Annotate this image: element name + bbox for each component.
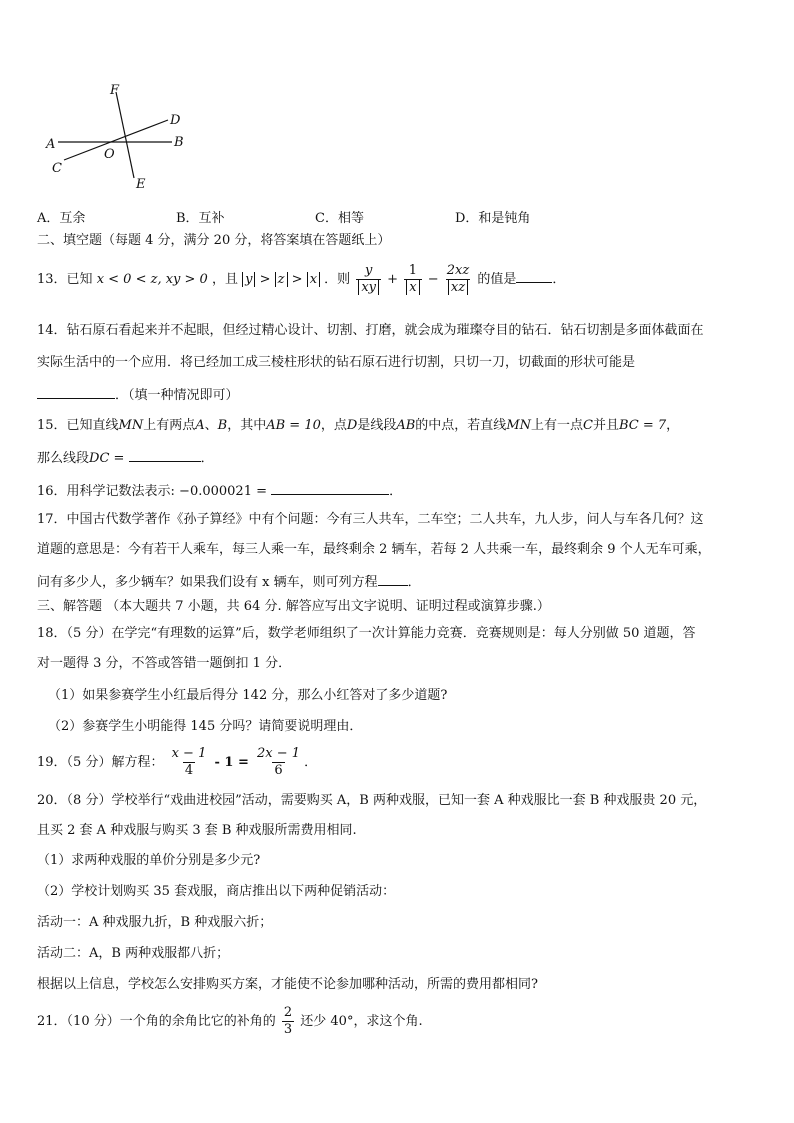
q15-text-10: 那么线段 (37, 451, 90, 466)
label-f: F (110, 83, 120, 98)
q13-end: ． (552, 272, 566, 287)
q13-gt2: > (287, 272, 307, 287)
q15-sep: 、 (204, 418, 218, 433)
q15-mn-2: MN (506, 418, 531, 433)
q17-answer-blank (378, 571, 408, 586)
q17-line-3 (37, 571, 758, 592)
q13-abs-x: x (307, 272, 320, 287)
q13-f2-num: 1 (408, 263, 418, 278)
choice-a: A．互余 (37, 211, 86, 226)
question-21 (37, 1002, 758, 1042)
section-2-title: 二、填空题（每题 4 分，满分 20 分，将答案填在答题纸上） (37, 233, 391, 248)
q20-activity-2: 活动二：A，B 两种戏服都八折； (37, 946, 230, 961)
q15-text-8: 并且 (592, 418, 619, 433)
q21-fraction (282, 1005, 294, 1038)
q13-f1-den: xy (358, 280, 379, 295)
q20-conclusion: 根据以上信息，学校怎么安排购买方案，才能使不论参加哪种活动，所需的费用都相同? (37, 977, 538, 992)
q19-left-den: 4 (184, 763, 194, 778)
q15-answer-blank (129, 447, 201, 462)
q15-text-7: 上有一点 (531, 418, 584, 433)
q17-line-1: 17．中国古代数学著作《孙子算经》中有个问题：今有三人共车，二车空；二人共车，九人步，问人与车各几何？这 (37, 512, 704, 527)
q14-line-3 (37, 384, 758, 405)
choice-d: D．和是钝角 (455, 211, 531, 226)
q13-f3-num: 2xz (446, 263, 470, 278)
q13-cond1: x < 0 < z, xy > 0 (96, 272, 208, 287)
q19-right-num: 2x − 1 (257, 746, 301, 761)
q15-point-d: D (346, 418, 358, 433)
q15-line-1 (37, 417, 758, 435)
q21-prefix: 21．（10 分）一个角的余角比它的补角的 (37, 1014, 276, 1029)
q13-f1-num: y (364, 263, 373, 278)
label-b: B (174, 135, 184, 150)
q19-fraction-right (255, 746, 302, 779)
label-a: A (46, 137, 56, 152)
question-13 (37, 262, 758, 298)
q13-fraction-1 (356, 263, 381, 296)
q13-prefix: 13．已知 (37, 272, 93, 287)
q19-right-den: 6 (274, 763, 283, 778)
q15-text-9: ， (666, 418, 680, 433)
q20-activity-1: 活动一：A 种戏服九折，B 种戏服六折； (37, 915, 273, 930)
q13-plus: + (387, 272, 399, 287)
question-16 (37, 480, 758, 501)
q19-left-num: x − 1 (171, 746, 207, 761)
q14-line-1: 14．钻石原石看起来并不起眼，但经过精心设计、切割、打磨，就会成为璀璨夺目的钻石．钻石切割是多面体截面在 (37, 323, 704, 338)
q15-segment-ab: AB (396, 418, 416, 433)
q13-f2-den: x (406, 280, 419, 295)
line-cd (64, 120, 168, 160)
q15-dc-eq: DC = (89, 451, 125, 466)
q21-num: 2 (283, 1005, 293, 1020)
q15-end: ． (200, 451, 214, 466)
q14-line-2: 实际生活中的一个应用．将已经加工成三棱柱形状的钻石原石进行切割，只切一刀，切截面的形状可能是 (37, 355, 636, 370)
q18-sub-2: （2）参赛学生小明能得 145 分吗？请简要说明理由． (48, 719, 363, 734)
q20-line-1: 20．（8 分）学校举行“戏曲进校园”活动，需要购买 A，B 两种戏服，已知一套 A 种戏服比一套 B 种戏服贵 20 元， (37, 793, 707, 808)
q15-text-5: 是线段 (357, 418, 397, 433)
choice-b: B．互补 (176, 211, 225, 226)
q13-answer-blank (516, 268, 552, 283)
q14-line-3-text: ．（填一种情况即可） (115, 388, 239, 403)
q15-text-3: ，其中 (227, 418, 267, 433)
q15-mn: MN (118, 418, 144, 433)
q15-text-2: 上有两点 (143, 418, 196, 433)
choice-c: C．相等 (315, 211, 364, 226)
q19-prefix: 19．（5 分）解方程： (37, 755, 164, 770)
q17-line-3-text: 问有多少人，多少辆车？如果我们设有 x 辆车，则可列方程 (37, 575, 378, 590)
q17-end: ． (407, 575, 421, 590)
q15-text-4: ，点 (320, 418, 347, 433)
q20-line-2: 且买 2 套 A 种戏服与购买 3 套 B 种戏服所需费用相同. (37, 823, 357, 838)
q14-answer-blank (37, 384, 115, 399)
q15-bc-eq: BC = 7 (618, 418, 667, 433)
q15-text-1: 15．已知直线 (37, 418, 119, 433)
q13-abs-y: y (242, 272, 255, 287)
question-19 (37, 743, 758, 783)
q13-gt1: > (255, 272, 275, 287)
q13-fraction-3 (445, 263, 471, 296)
q18-sub-1: （1）如果参赛学生小红最后得分 142 分，那么小红答对了多少道题? (48, 688, 448, 703)
q15-text-6: 的中点，若直线 (415, 418, 507, 433)
q13-mid: ，且 (211, 272, 238, 287)
label-d: D (170, 113, 181, 128)
q13-f3-den: xz (448, 280, 468, 295)
q16-text: 16．用科学记数法表示: −0.000021 = (37, 484, 268, 499)
q13-suffix: 的值是 (477, 272, 517, 287)
q18-line-1: 18．（5 分）在学完“有理数的运算”后，数学老师组织了一次计算能力竞赛．竞赛规则是：每人分别做 50 道题，答 (37, 626, 696, 641)
q13-then: ．则 (324, 272, 351, 287)
label-o: O (104, 147, 115, 162)
q18-line-2: 对一题得 3 分，不答或答错一题倒扣 1 分． (37, 656, 292, 671)
section-3-title: 三、解答题 （本大题共 7 小题，共 64 分. 解答应写出文字说明、证明过程或演算步骤.） (37, 599, 550, 614)
label-e: E (136, 177, 146, 192)
q19-end: ． (304, 755, 318, 770)
q19-fraction-left (170, 746, 209, 779)
q20-sub-2: （2）学校计划购买 35 套戏服，商店推出以下两种促销活动： (37, 884, 396, 899)
q15-point-b: B (217, 418, 228, 433)
q15-point-c: C (583, 418, 593, 433)
q15-point-a: A (195, 418, 205, 433)
q15-line-2 (37, 447, 758, 468)
label-c: C (52, 161, 62, 176)
q20-sub-1: （1）求两种戏服的单价分别是多少元? (37, 853, 261, 868)
angle-figure (36, 82, 216, 192)
q16-end: ． (389, 484, 403, 499)
q17-line-2: 道题的意思是：今有若干人乘车，每三人乘一车，最终剩余 2 辆车，若每 2 人共乘一车，最终剩余 9 个人无车可乘， (37, 542, 711, 557)
q19-mid: - 1 = (214, 755, 249, 770)
q21-suffix: 还少 40°，求这个角. (300, 1014, 423, 1029)
line-fe (116, 92, 134, 178)
q16-answer-blank (271, 480, 389, 495)
q13-abs-z: z (275, 272, 288, 287)
q13-minus: − (427, 272, 439, 287)
q21-den: 3 (283, 1022, 293, 1037)
q15-ab-eq: AB = 10 (266, 418, 321, 433)
q13-fraction-2 (404, 263, 421, 296)
